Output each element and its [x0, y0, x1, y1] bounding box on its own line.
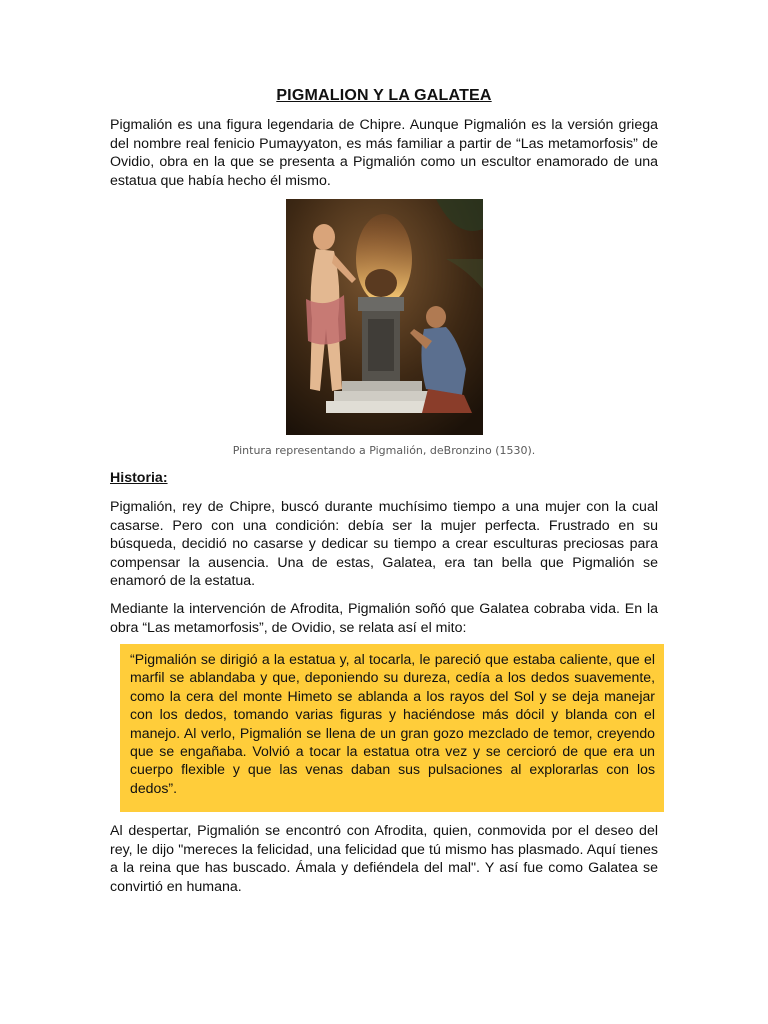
image-caption: Pintura representando a Pigmalión, deBronzino (1530). — [232, 444, 536, 457]
quote-text: “Pigmalión se dirigió a la estatua y, al tocarla, le pareció que estaba caliente, que el marfil se ablandaba y que, deponiendo su dureza, cedía a los dedos suavemente, como la cera del monte Himeto se ablanda a los rayos del Sol y se deja manejar con los dedos, tomando varias figuras y haciéndose más dócil y blanda con el manejo. Al verlo, Pigmalión se llena de un gran gozo mezclado de temor, creyendo que se engañaba. Volvió a tocar la estatua otra vez y se cercioró de que era un cuerpo flexible y que las venas daban sus pulsaciones al explorarlas con los dedos”. — [130, 651, 655, 796]
history-paragraph-2: Mediante la intervención de Afrodita, Pigmalión soñó que Galatea cobraba vida. En la obra “Las metamorfosis”, de Ovidio, se relata así el mito: — [110, 601, 658, 636]
history-paragraph-1: Pigmalión, rey de Chipre, buscó durante muchísimo tiempo a una mujer con la cual casarse. Pero con una condición: debía ser la mujer perfecta. Frustrado en su búsqueda, decidió no casarse y dedicar su tiempo a crear esculturas preciosas para compensar la ausencia. Una de estas, Galatea, era tan bella que Pigmalión se enamoró de la estatua. — [110, 499, 658, 589]
painting-image — [286, 199, 483, 435]
intro-paragraph: Pigmalión es una figura legendaria de Chipre. Aunque Pigmalión es la versión griega del nombre real fenicio Pumayyaton, es más familiar a partir de “Las metamorfosis” de Ovidio, obra en la que se presenta a Pigmalión como un escultor enamorado de una estatua que había hecho él mismo. — [110, 117, 658, 189]
quote-box — [120, 644, 664, 812]
document-title: PIGMALION Y LA GALATEA — [276, 87, 492, 104]
painting-illustration — [286, 199, 483, 435]
ending-paragraph: Al despertar, Pigmalión se encontró con Afrodita, quien, conmovida por el deseo del rey, le dijo "mereces la felicidad, una felicidad que tú mismo has plasmado. Aquí tienes a la reina que has buscado. Ámala y defiéndela del mal". Y así fue como Galatea se convirtió en humana. — [110, 823, 658, 895]
section-heading: Historia: — [110, 470, 168, 486]
